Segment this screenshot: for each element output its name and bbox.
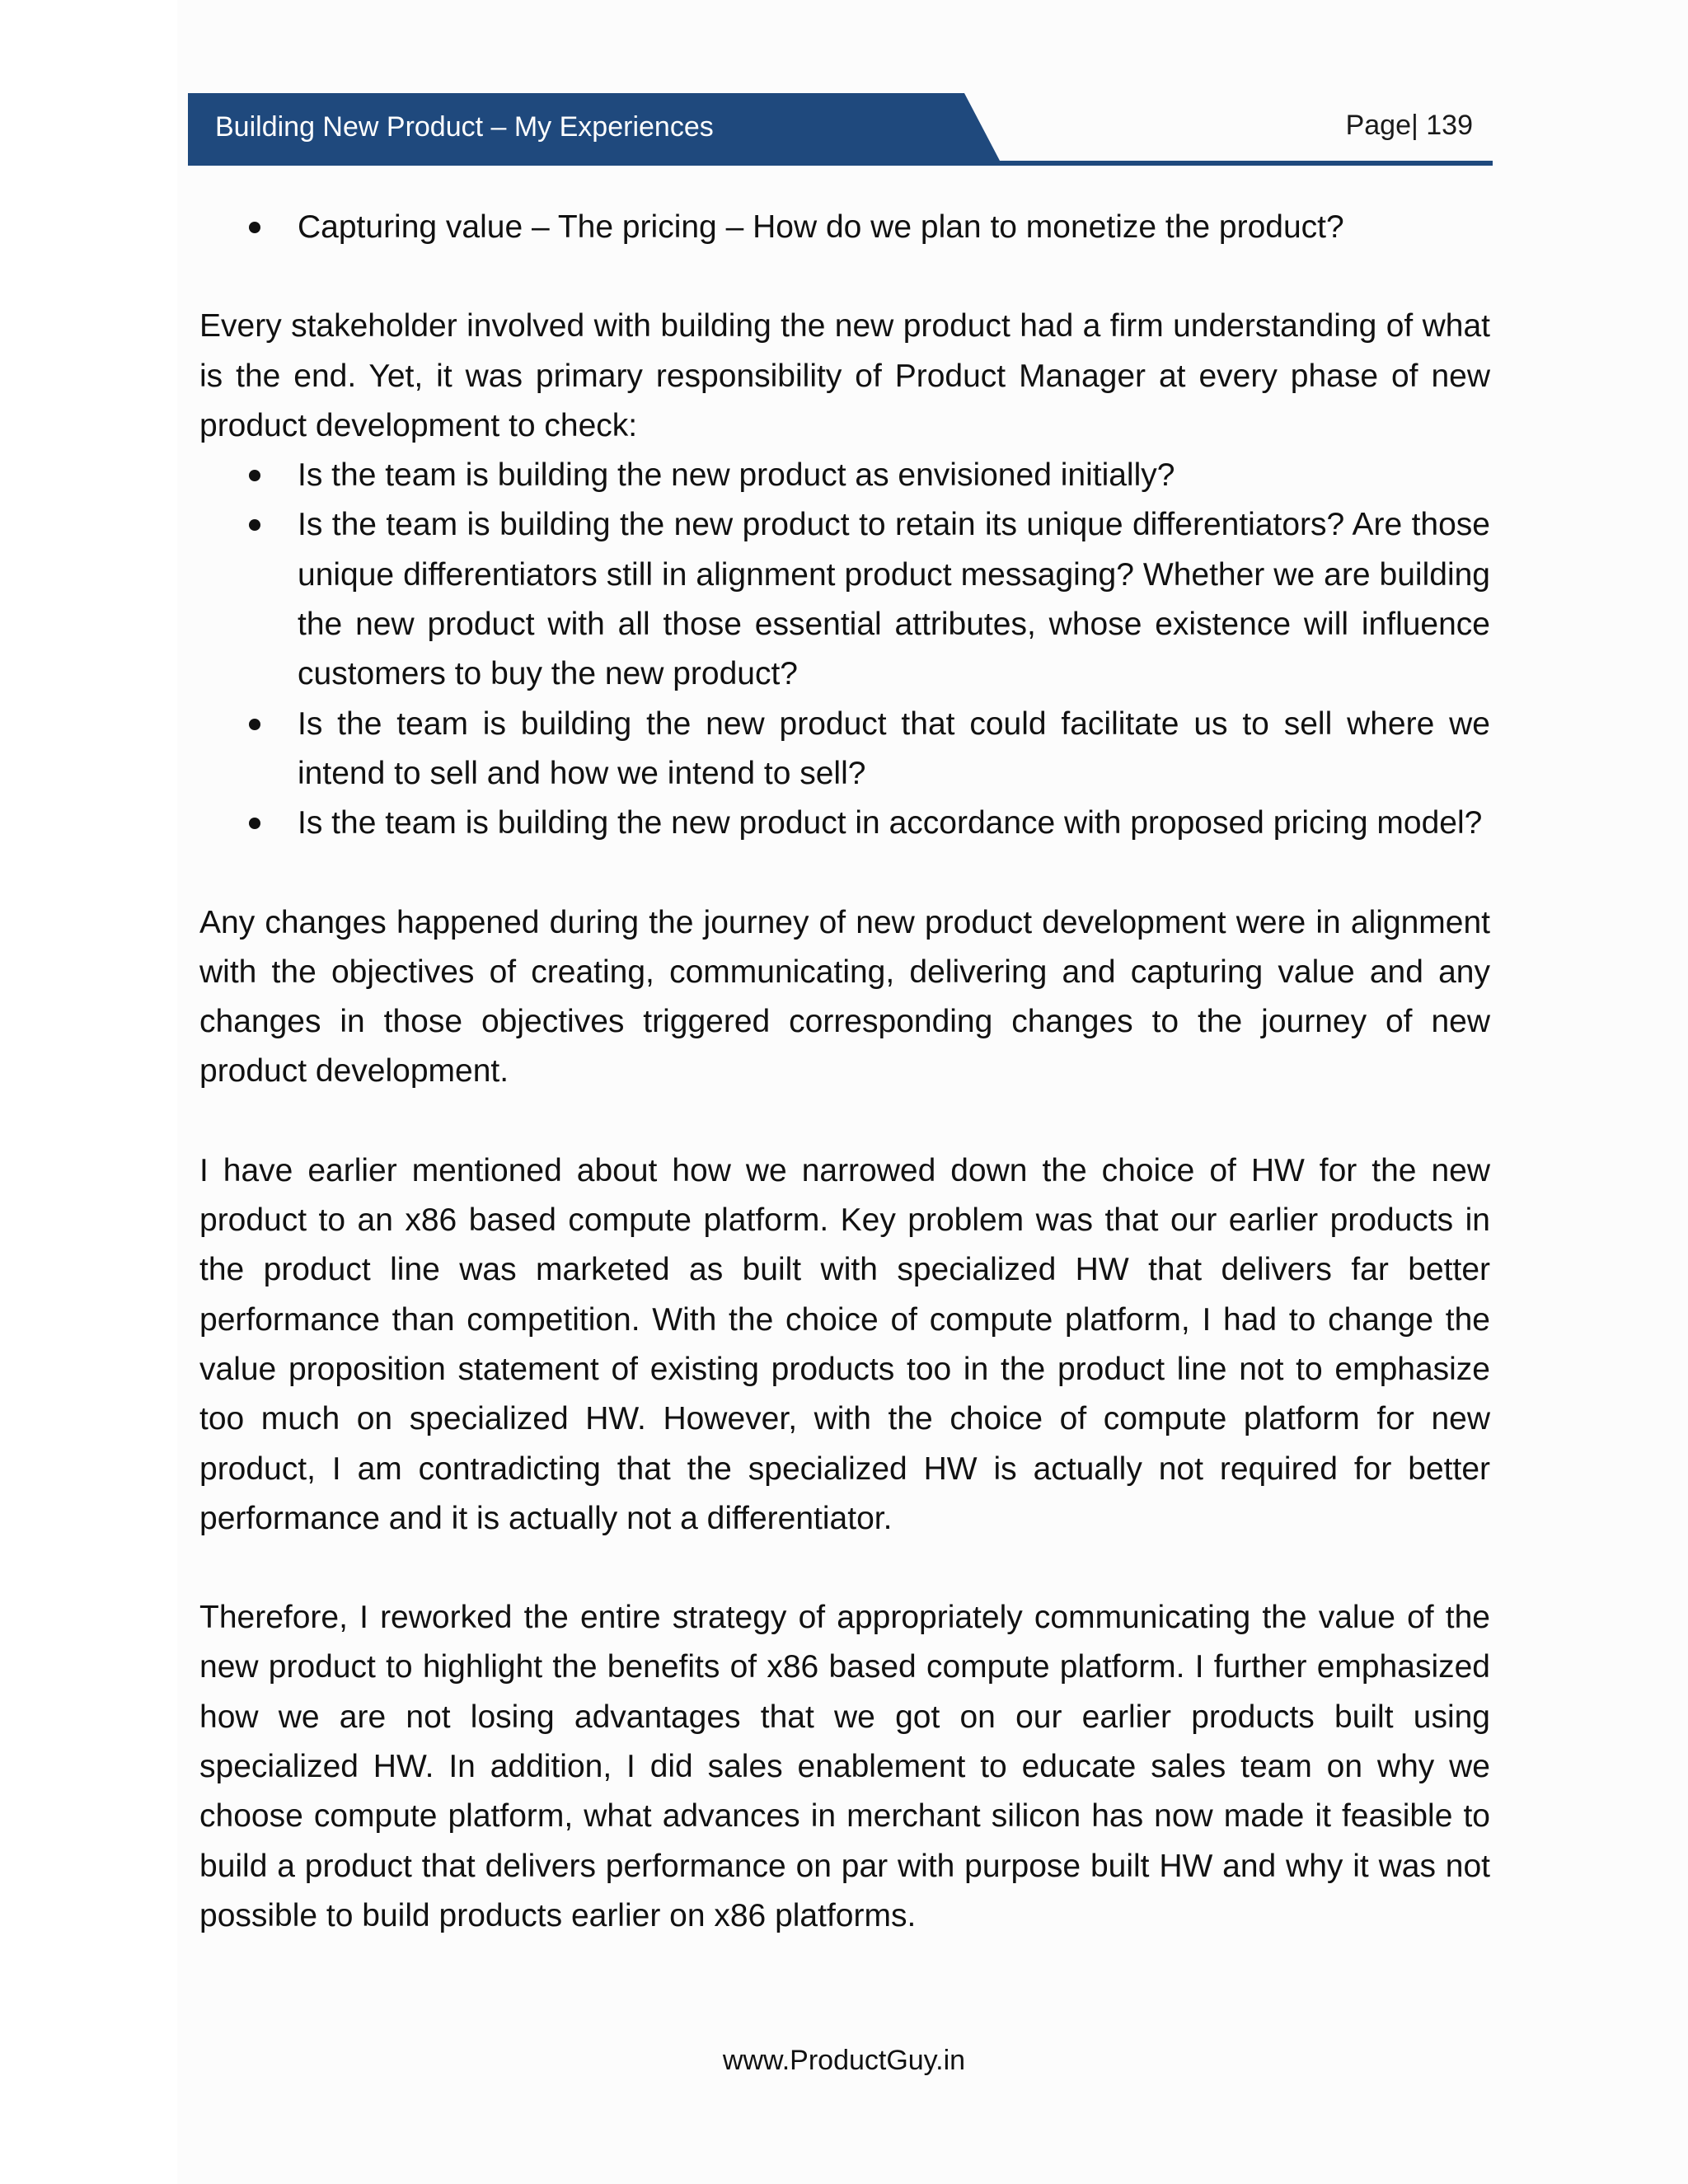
list-item-text: Capturing value – The pricing – How do we plan to monetize the product?	[298, 209, 1344, 245]
paragraph: I have earlier mentioned about how we narrowed down the choice of HW for the new product to an x86 based compute platform. Key problem was that our earlier products in the product line was marketed as built with specialized HW that delivers far better performance than competition. With the choice of compute platform, I had to change the value proposition statement of existing products too in the product line not to emphasize too much on specialized HW. However, with the choice of compute platform for new product, I am contradicting that the specialized HW is actually not required for better performance and it is actually not a differentiator.	[199, 1152, 1490, 1536]
bullet-icon	[249, 222, 260, 233]
bullet-icon	[249, 719, 260, 730]
bullet-list-check	[199, 451, 1490, 848]
list-item-text: Is the team is building the new product in accordance with proposed pricing model?	[298, 805, 1483, 841]
list-item	[199, 203, 1490, 252]
paragraph: Any changes happened during the journey of new product development were in alignment with the objectives of creating, communicating, delivering and capturing value and any changes in those objectives triggered corresponding changes to the journey of new product development.	[199, 904, 1490, 1090]
paragraph: Every stakeholder involved with building the new product had a firm understanding of what is the end. Yet, it was primary responsibility of Product Manager at every phase of new product development to check:	[199, 308, 1490, 443]
list-item	[199, 451, 1490, 500]
list-item-text: Is the team is building the new product as envisioned initially?	[298, 457, 1175, 494]
page-number: Page| 139	[1345, 110, 1473, 141]
page-header	[188, 93, 1493, 167]
bullet-icon	[249, 818, 260, 829]
list-item	[199, 700, 1490, 799]
header-title: Building New Product – My Experiences	[215, 111, 714, 143]
document-body	[199, 203, 1490, 1941]
list-item	[199, 799, 1490, 848]
footer-url[interactable]: www.ProductGuy.in	[722, 2045, 966, 2076]
page-footer	[0, 2045, 1688, 2077]
bullet-icon	[249, 470, 260, 481]
list-item-text: Is the team is building the new product to retain its unique differentiators? Are those unique differentiators still in alignment product messaging? Whether we are building the new product with all those essential attributes, whose existence will influence customers to buy the new product?	[298, 507, 1490, 692]
list-item-text: Is the team is building the new product that could facilitate us to sell where we intend to sell and how we intend to sell?	[298, 705, 1490, 791]
bullet-icon	[249, 519, 260, 531]
bullet-list-top	[199, 203, 1490, 252]
paragraph: Therefore, I reworked the entire strategy of appropriately communicating the value of the new product to highlight the benefits of x86 based compute platform. I further emphasized how we are not losing advantages that we got on our earlier products built using specialized HW. In addition, I did sales enablement to educate sales team on why we choose compute platform, what advances in merchant silicon has now made it feasible to build a product that delivers performance on par with purpose built HW and why it was not possible to build products earlier on x86 platforms.	[199, 1600, 1490, 1933]
list-item	[199, 500, 1490, 699]
